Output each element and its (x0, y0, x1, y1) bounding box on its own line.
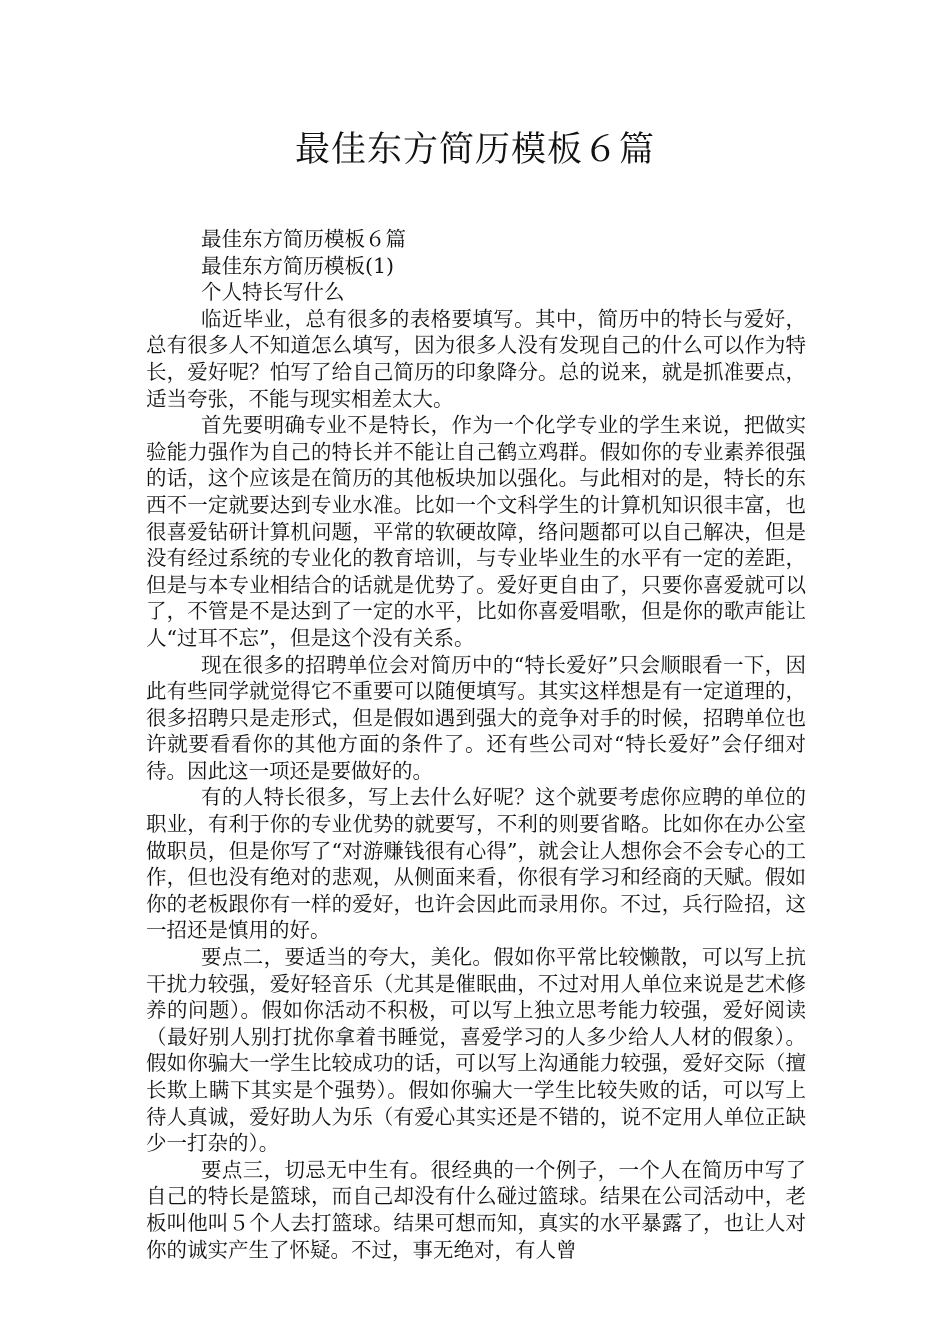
paragraph: 要点二，要适当的夸大，美化。假如你平常比较懒散，可以写上抗干扰力较强，爱好轻音乐（尤其是催眠曲，不过对用人单位来说是艺术修养的问题）。假如你活动不积极，可以写上独立思考能力较强，爱好阅读（最好别人别打扰你拿着书睡觉，喜爱学习的人多少给人人材的假象）。假如你骗大一学生比较成功的话，可以写上沟通能力较强，爱好交际（擅长欺上瞒下其实是个强势）。假如你骗大一学生比较失败的话，可以写上待人真诚，爱好助人为乐（有爱心其实还是不错的，说不定用人单位正缺少一打杂的）。 (146, 945, 806, 1156)
intro-line-title: 最佳东方简历模板６篇 (201, 227, 406, 251)
paragraph: 临近毕业，总有很多的表格要填写。其中，简历中的特长与爱好，总有很多人不知道怎么填写，因为很多人没有发现自己的什么可以作为特长，爱好呢？怕写了给自己简历的印象降分。总的说来，就是抓准要点，适当夸张，不能与现实相差太大。 (146, 306, 806, 411)
paragraph: 现在很多的招聘单位会对简历中的“特长爱好”只会顺眼看一下，因此有些同学就觉得它不重要可以随便填写。其实这样想是有一定道理的，很多招聘只是走形式，但是假如遇到强大的竞争对手的时候，招聘单位也许就要看看你的其他方面的条件了。还有些公司对“特长爱好”会仔细对待。因此这一项还是要做好的。 (146, 652, 806, 783)
paragraph: 首先要明确专业不是特长，作为一个化学专业的学生来说，把做实验能力强作为自己的特长并不能让自己鹤立鸡群。假如你的专业素养很强的话，这个应该是在简历的其他板块加以强化。与此相对的是，特长的东西不一定就要达到专业水准。比如一个文科学生的计算机知识很丰富，也很喜爱钻研计算机问题，平常的软硬故障，络问题都可以自己解决，但是没有经过系统的专业化的教育培训，与专业毕业生的水平有一定的差距，但是与本专业相结合的话就是优势了。爱好更自由了，只要你喜爱就可以了，不管是不是达到了一定的水平，比如你喜爱唱歌，但是你的歌声能让人“过耳不忘”，但是这个没有关系。 (146, 413, 806, 650)
paragraph: 有的人特长很多，写上去什么好呢？这个就要考虑你应聘的单位的职业，有利于你的专业优势的就要写，不利的则要省略。比如你在办公室做职员，但是你写了“对游赚钱很有心得”，就会让人想你会不会专心的工作，但也没有绝对的悲观，从侧面来看，你很有学习和经商的天赋。假如你的老板跟你有一样的爱好，也许会因此而录用你。不过，兵行险招，这一招还是慎用的好。 (146, 785, 806, 943)
document-title: 最佳东方简历模板６篇 (294, 130, 655, 170)
paragraph: 要点三，切忌无中生有。很经典的一个例子，一个人在简历中写了自己的特长是篮球，而自己却没有什么碰过篮球。结果在公司活动中，老板叫他叫５个人去打篮球。结果可想而知，真实的水平暴露了，也让人对你的诚实产生了怀疑。不过，事无绝对，有人曾 (146, 1157, 806, 1262)
document-body (146, 226, 806, 1263)
intro-line-subtitle: 最佳东方简历模板(1) (201, 253, 395, 278)
section-heading: 个人特长写什么 (201, 280, 345, 305)
